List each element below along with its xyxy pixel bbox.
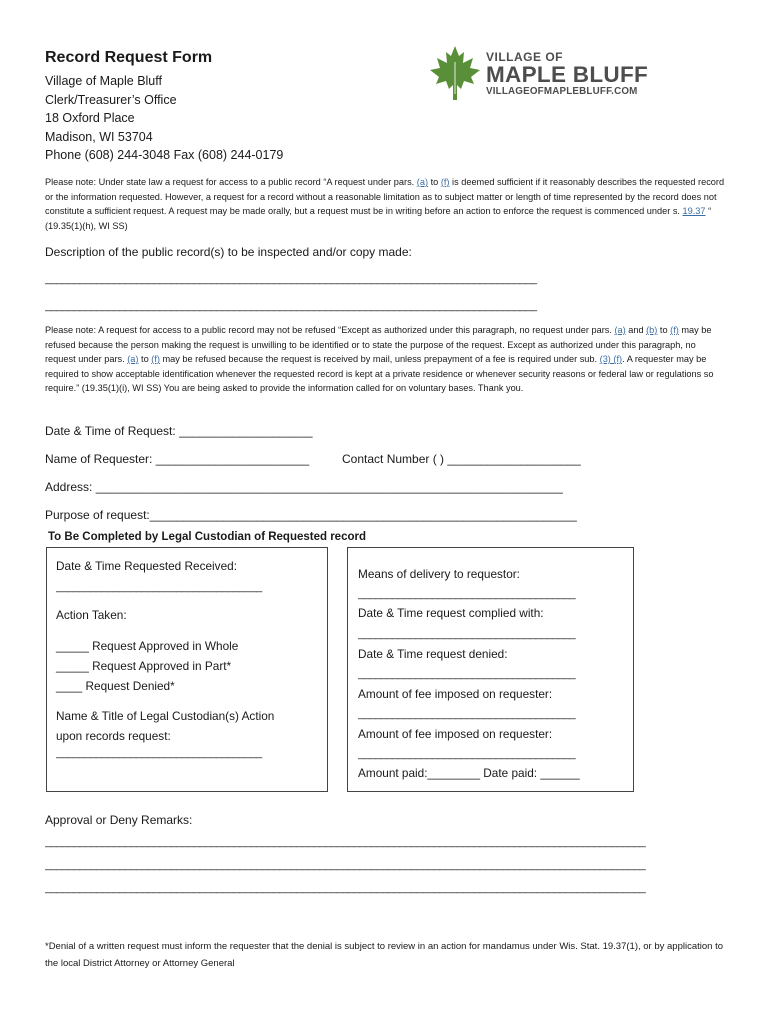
address-line: Madison, WI 53704 xyxy=(45,129,153,144)
statute-link[interactable]: (f) xyxy=(670,325,679,335)
name-of-requester-field[interactable]: Name of Requester: _______________________ xyxy=(45,452,310,466)
address-line: 18 Oxford Place xyxy=(45,111,135,126)
statute-link[interactable]: (f) xyxy=(440,177,450,187)
action-taken-label: Action Taken: xyxy=(56,608,127,622)
address-line: Village of Maple Bluff xyxy=(45,74,162,88)
date-denied-line[interactable]: ______________________________________ xyxy=(358,668,576,680)
note-text: may be refused because the person making the request is unwilling to be identified or to state the purpose of the request. Except as authorized under this paragraph, no request under pars. xyxy=(45,325,712,364)
description-line[interactable]: ______________________________________________________________________________________ xyxy=(45,273,537,285)
logo-village-of: VILLAGE OF xyxy=(486,50,563,64)
fee-imposed-label-2: Amount of fee imposed on requester: xyxy=(358,727,553,741)
date-time-of-request-field[interactable]: Date & Time of Request: ____________________ xyxy=(45,424,313,438)
logo-url: VILLAGEOFMAPLEBLUFF.COM xyxy=(486,86,638,97)
office-address xyxy=(45,72,283,165)
note-text: and xyxy=(625,325,647,335)
note-text: may be refused because the request is received by mail, unless prepayment of a fee is required under sub. xyxy=(159,354,600,364)
legal-note-1 xyxy=(45,175,725,233)
custodian-section-heading: To Be Completed by Legal Custodian of Requested record xyxy=(48,531,366,543)
custodian-name-line[interactable]: ____________________________________ xyxy=(56,747,262,759)
fee-imposed-line-2[interactable]: ______________________________________ xyxy=(358,748,576,760)
note-text: to xyxy=(428,177,441,187)
statute-link[interactable]: (a) xyxy=(614,325,626,335)
note-text: “ (19.35(1)(h), WI SS) xyxy=(45,206,712,231)
address-field[interactable]: Address: ______________________________________________________________________ xyxy=(45,480,563,494)
fee-imposed-label: Amount of fee imposed on requester: xyxy=(358,687,553,701)
remarks-line[interactable]: _________________________________________________________________________________________________________ xyxy=(45,859,646,871)
note-text: to xyxy=(657,325,671,335)
purpose-of-request-field[interactable]: Purpose of request:________________________________________________________________ xyxy=(45,508,577,522)
date-complied-line[interactable]: ______________________________________ xyxy=(358,628,576,640)
custodian-left-box xyxy=(46,547,328,792)
date-denied-label: Date & Time request denied: xyxy=(358,647,508,661)
address-line: Clerk/Treasurer’s Office xyxy=(45,92,177,107)
note-text: . A requester may be required to show acceptable identification whenever the requested record is kept at a private residence or whenever security reasons or federal law or regulations so require.” (19.35(1)(i), WI SS) You are being asked to provide the information called for on voluntary bases. Thank you. xyxy=(45,354,714,393)
village-logo xyxy=(428,44,658,104)
description-line[interactable]: ______________________________________________________________________________________ xyxy=(45,300,537,312)
remarks-line[interactable]: _________________________________________________________________________________________________________ xyxy=(45,882,646,894)
date-received-line[interactable]: ____________________________________ xyxy=(56,581,262,593)
note-text: is deemed sufficient if it reasonably describes the requested record or the information requested. However, a request for a record without a reasonable limitation as to subject matter or length of time represented by the record does not constitute a sufficient request. A request may be made orally, but a request must be in writing before an action to enforce the request is commenced under s. xyxy=(45,177,725,216)
custodian-name-label: Name & Title of Legal Custodian(s) Action xyxy=(56,709,275,723)
statute-link[interactable]: 19.37 xyxy=(682,206,706,216)
note-text: Please note: A request for access to a public record may not be refused “Except as authorized under this paragraph, no request under pars. xyxy=(45,325,615,335)
maple-leaf-icon xyxy=(428,44,482,102)
note-text: to xyxy=(138,354,152,364)
custodian-right-box xyxy=(347,547,634,792)
statute-link[interactable]: (b) xyxy=(646,325,658,335)
means-of-delivery-label: Means of delivery to requestor: xyxy=(358,567,520,581)
statute-link[interactable]: (3) (f) xyxy=(599,354,623,364)
description-label: Description of the public record(s) to be inspected and/or copy made: xyxy=(45,245,412,259)
custodian-name-label-2: upon records request: xyxy=(56,729,171,743)
page-title: Record Request Form xyxy=(45,49,213,66)
statute-link[interactable]: (f) xyxy=(151,354,160,364)
address-line: Phone (608) 244-3048 Fax (608) 244-0179 xyxy=(45,148,284,163)
remarks-label: Approval or Deny Remarks: xyxy=(45,813,193,827)
statute-link[interactable]: (a) xyxy=(127,354,139,364)
denied-option[interactable]: ____ Request Denied* xyxy=(56,679,175,693)
amount-paid-field[interactable]: Amount paid:________ Date paid: ______ xyxy=(358,766,580,780)
date-received-label: Date & Time Requested Received: xyxy=(56,559,237,573)
fee-imposed-line[interactable]: ______________________________________ xyxy=(358,708,576,720)
approved-part-option[interactable]: _____ Request Approved in Part* xyxy=(56,659,232,673)
logo-maple-bluff: MAPLE BLUFF xyxy=(486,62,649,87)
denial-footnote: *Denial of a written request must inform the requester that the denial is subject to review in an action for mandamus under Wis. Stat. 19.37(1), or by application to the local District Attorney or Attorney General xyxy=(45,941,724,969)
means-of-delivery-line[interactable]: ______________________________________ xyxy=(358,588,576,600)
date-complied-label: Date & Time request complied with: xyxy=(358,606,544,620)
contact-number-field[interactable]: Contact Number ( ) ____________________ xyxy=(342,452,581,466)
note-text: Please note: Under state law a request for access to a public record “A request under pars. xyxy=(45,177,417,187)
statute-link[interactable]: (a) xyxy=(416,177,429,187)
remarks-line[interactable]: _________________________________________________________________________________________________________ xyxy=(45,836,646,848)
legal-note-2 xyxy=(45,323,725,396)
approved-whole-option[interactable]: _____ Request Approved in Whole xyxy=(56,639,239,653)
